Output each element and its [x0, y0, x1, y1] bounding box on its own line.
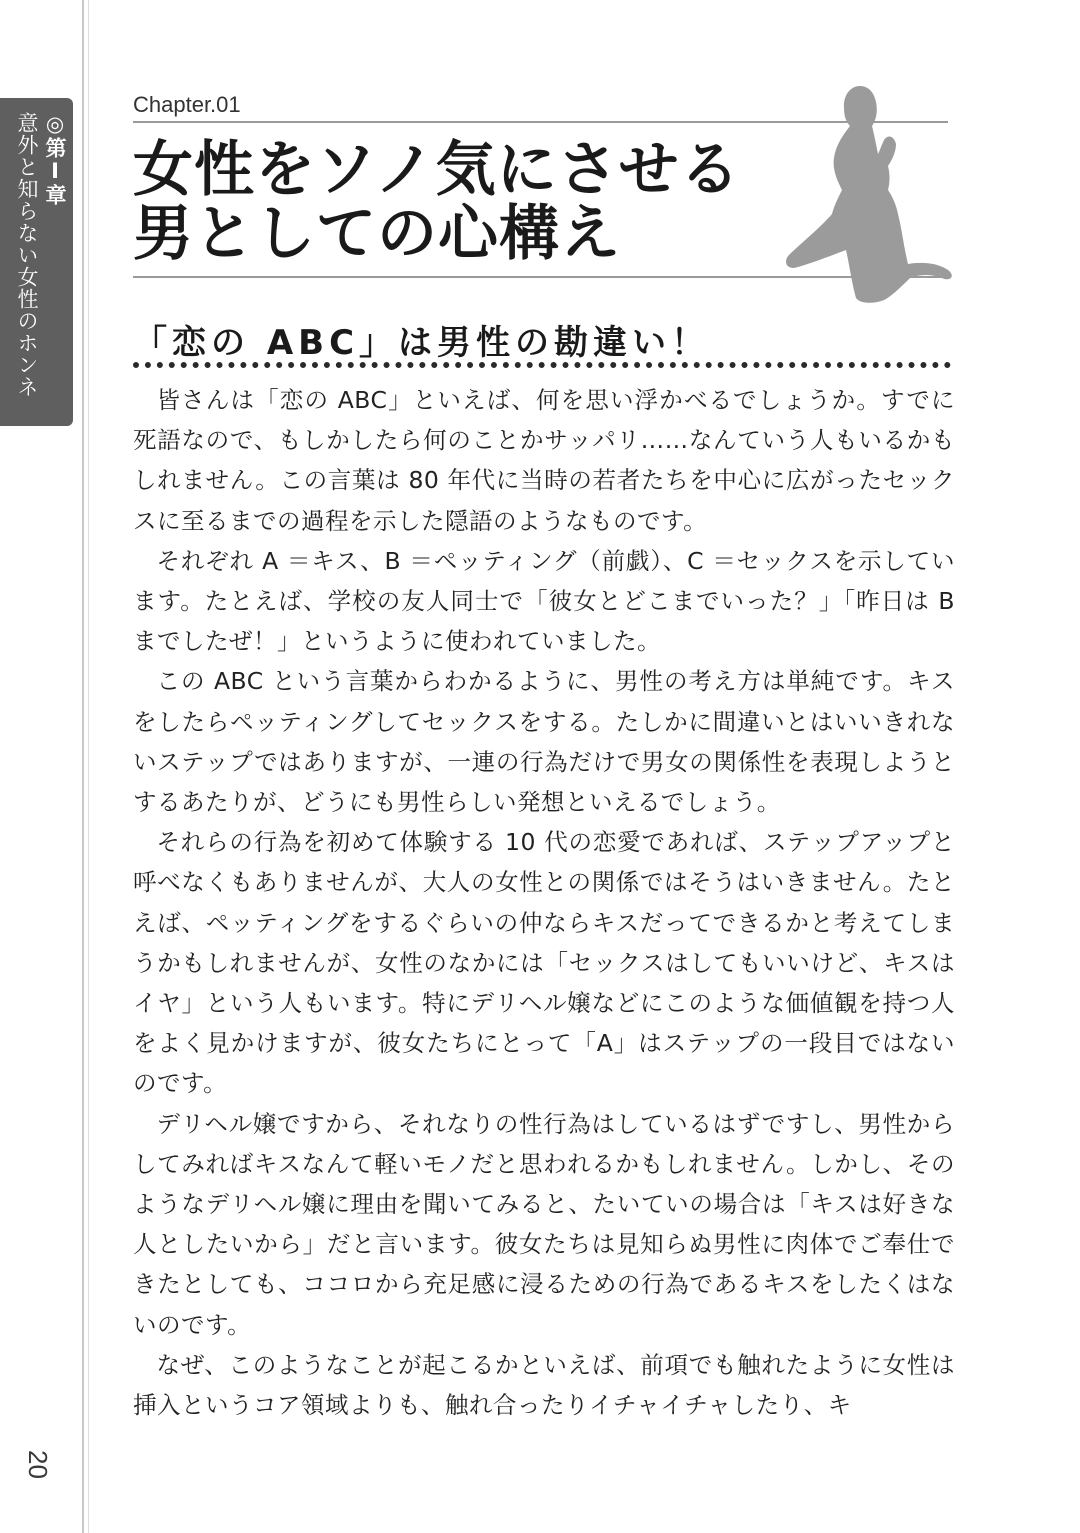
page-title — [133, 135, 741, 269]
body-paragraph: デリヘル嬢ですから、それなりの性行為はしているはずですし、男性からしてみればキスなんて軽いモノだと思われるかもしれません。しかし、そのようなデリヘル嬢に理由を聞いてみると、たいていの場合は「キスは好きな人としたいから」だと言います。彼女たちは見知らぬ男性に肉体でご奉仕できたとしても、ココロから充足感に浸るための行為であるキスをしたくはないのです。 — [133, 1109, 955, 1339]
side-tab-subtitle: 意外と知らない女性のホンネ — [15, 112, 39, 398]
chapter-label: Chapter.01 — [133, 92, 241, 117]
body-paragraph: それらの行為を初めて体験する 10 代の恋愛であれば、ステップアップと呼べなくもありませんが、大人の女性との関係ではそうはいきません。たとえば、ペッティングをするぐらいの仲ならキスだってできるかと考えてしまうかもしれませんが、女性のなかには「セックスはしてもいいけど、キスはイヤ」という人もいます。特にデリヘル嬢などにこのような価値観を持つ人をよく見かけますが、彼女たちにとって「A」はステップの一段目ではないのです。 — [133, 828, 955, 1098]
page-title-line-1: 女性をソノ気にさせる — [133, 135, 741, 205]
gutter-line-inner — [88, 0, 89, 1533]
kneeling-woman-silhouette-illustration — [780, 78, 955, 306]
section-dotted-divider — [133, 362, 951, 368]
side-tab-chapter: ◎第Ⅰ章 — [43, 112, 67, 206]
page-number: 20 — [23, 1450, 53, 1479]
section-heading: 「恋の ABC」は男性の勘違い！ — [133, 323, 711, 363]
chapter-side-tab-text — [14, 112, 68, 412]
body-paragraph: それぞれ A ＝キス、B ＝ペッティング（前戯）、C ＝セックスを示しています。たとえば、学校の友人同士で「彼女とどこまでいった？」「昨日は B までしたぜ！」というように使われていました。 — [133, 546, 955, 656]
body-paragraph: 皆さんは「恋の ABC」といえば、何を思い浮かべるでしょうか。すでに死語なので、もしかしたら何のことかサッパリ……なんていう人もいるかもしれません。この言葉は 80 年代に当時の若者たちを中心に広がったセックスに至るまでの過程を示した隠語のようなものです。 — [133, 386, 955, 535]
body-text — [133, 380, 955, 1425]
body-paragraph: この ABC という言葉からわかるように、男性の考え方は単純です。キスをしたらペッティングしてセックスをする。たしかに間違いとはいいきれないステップではありますが、一連の行為だけで男女の関係性を表現しようとするあたりが、どうにも男性らしい発想といえるでしょう。 — [133, 667, 955, 817]
gutter-line — [82, 0, 84, 1533]
page-title-line-2: 男としての心構え — [133, 199, 621, 269]
body-paragraph: なぜ、このようなことが起こるかといえば、前項でも触れたように女性は挿入というコア領域よりも、触れ合ったりイチャイチャしたり、キ — [133, 1350, 955, 1420]
